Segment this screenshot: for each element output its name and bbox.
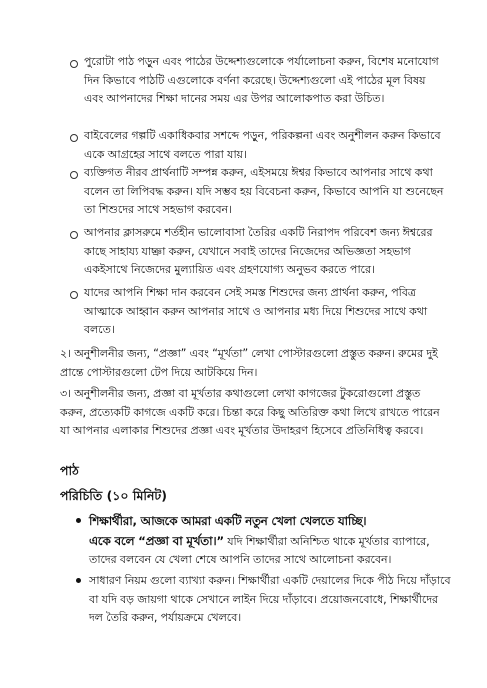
list-item-text: ব্যক্তিগত নীরব প্রার্থনাটি সম্পন্ন করুন, এইসময়ে ঈশ্বর কিভাবে আপনার সাথে কথা বলেন তা লিপিবদ্ধ করুন। যদি সম্ভব হয় বিবেচনা করুন, কিভাবে আপনি যা শুনেছেন তা শিশুদের সাথে সহভাগ করবেন। xyxy=(84,166,444,216)
bold-instruction: শিক্ষার্থীরা, আজকে আমরা একটি নতুন খেলা খেলতে যাচ্ছি। xyxy=(89,514,367,528)
circle-bullet-icon xyxy=(70,60,78,68)
step-2-paragraph: ২। অনুশীলনীর জন্য, “প্রজ্ঞা” এবং “মূর্খতা” লেখা পোস্টারগুলো প্রস্তুত করুন। রুমের দুই প্রান্তে পোস্টারগুলো টেপ দিয়ে আটকিয়ে দিন। xyxy=(60,347,438,379)
list-item xyxy=(84,53,444,109)
bold-game-name: একে বলে “প্রজ্ঞা বা মূর্খতা।” xyxy=(89,533,224,548)
circle-bullet-icon xyxy=(70,134,78,142)
bullet-icon xyxy=(76,578,81,583)
list-item xyxy=(84,164,444,220)
circle-bullet-icon xyxy=(70,231,78,239)
list-item xyxy=(84,284,444,340)
list-item xyxy=(89,572,454,628)
list-item xyxy=(84,127,444,164)
instruction-text: যদি শিক্ষার্থীরা অনিশ্চিত থাকে মূর্খতার ব্যাপারে, তাদের বলবেন যে খেলা শেষে আপনি তাদের সাথে আলোচনা করবেন। xyxy=(89,534,430,566)
list-item-text: পুরোটা পাঠ পড়ুন এবং পাঠের উদ্দেশ্যগুলোকে পর্যালোচনা করুন, বিশেষ মনোযোগ দিন কিভাবে পাঠটি এগুলোকে বর্ণনা করেছে। উদ্দেশ্যগুলো এই পাঠের মূল বিষয় এবং আপনাদের শিক্ষা দানের সময় এর উপর আলোকপাত করা উচিত। xyxy=(84,55,439,105)
step-3-paragraph: ৩। অনুশীলনীর জন্য, প্রজ্ঞা বা মূর্খতার কথাগুলো লেখা কাগজের টুকরোগুলো প্রস্তুত করুন, প্রত্যেকটি কাগজে একটি করে। চিন্তা করে কিছু অতিরিক্ত কথা লিখে রাখতে পারেন যা আপনার এলাকার শিশুদের প্রজ্ঞা এবং মূর্খতার উদাহরণ হিসেবে প্রতিনিধিত্ব করবে। xyxy=(60,387,440,437)
section-heading-lesson: পাঠ xyxy=(60,463,79,478)
circle-bullet-icon xyxy=(70,171,78,179)
circle-bullet-icon xyxy=(70,291,78,299)
list-item xyxy=(84,224,444,280)
list-item-text: যাদের আপনি শিক্ষা দান করবেন সেই সমস্ত শিশুদের জন্য প্রার্থনা করুন, পবিত্র আত্মাকে আহ্বান করুন আপনার সাথে ও আপনার মধ্য দিয়ে শিশুদের সাথে কথা বলতে। xyxy=(84,286,428,336)
list-item-text: আপনার ক্লাসরুমে শর্তহীন ভালোবাসা তৈরির একটি নিরাপদ পরিবেশ জন্য ঈশ্বরের কাছে সাহায্য যাচ্ঞা করুন, যেখানে সবাই তাদের নিজেদের অভিজ্ঞতা সহভাগ একইসাথে নিজেদের মুল্যায়িত এবং গ্রহণযোগ্য অনুভব করতে পারে। xyxy=(84,226,433,276)
list-item-text xyxy=(89,512,454,570)
list-item-text: বাইবেলের গল্পটি একাধিকবার সশব্দে পড়ুন, পরিকল্পনা এবং অনুশীলন করুন কিভাবে একে আগ্রহের সাথে বলতে পারা যায়। xyxy=(84,129,441,161)
bullet-icon xyxy=(76,518,81,523)
list-item-text: সাধারণ নিয়ম গুলো ব্যাখ্যা করুন। শিক্ষার্থীরা একটি দেয়ালের দিকে পীঠ দিয়ে দাঁড়াবে বা যদি বড় জায়গা থাকে সেখানে লাইন দিয়ে দাঁড়াবে। প্রয়োজনবোধে, শিক্ষার্থীদের দল তৈরি করুন, পর্যায়ক্রমে খেলবে। xyxy=(89,574,451,624)
section-heading-introduction: পরিচিতি (১০ মিনিট) xyxy=(60,488,167,503)
list-item xyxy=(89,512,454,570)
